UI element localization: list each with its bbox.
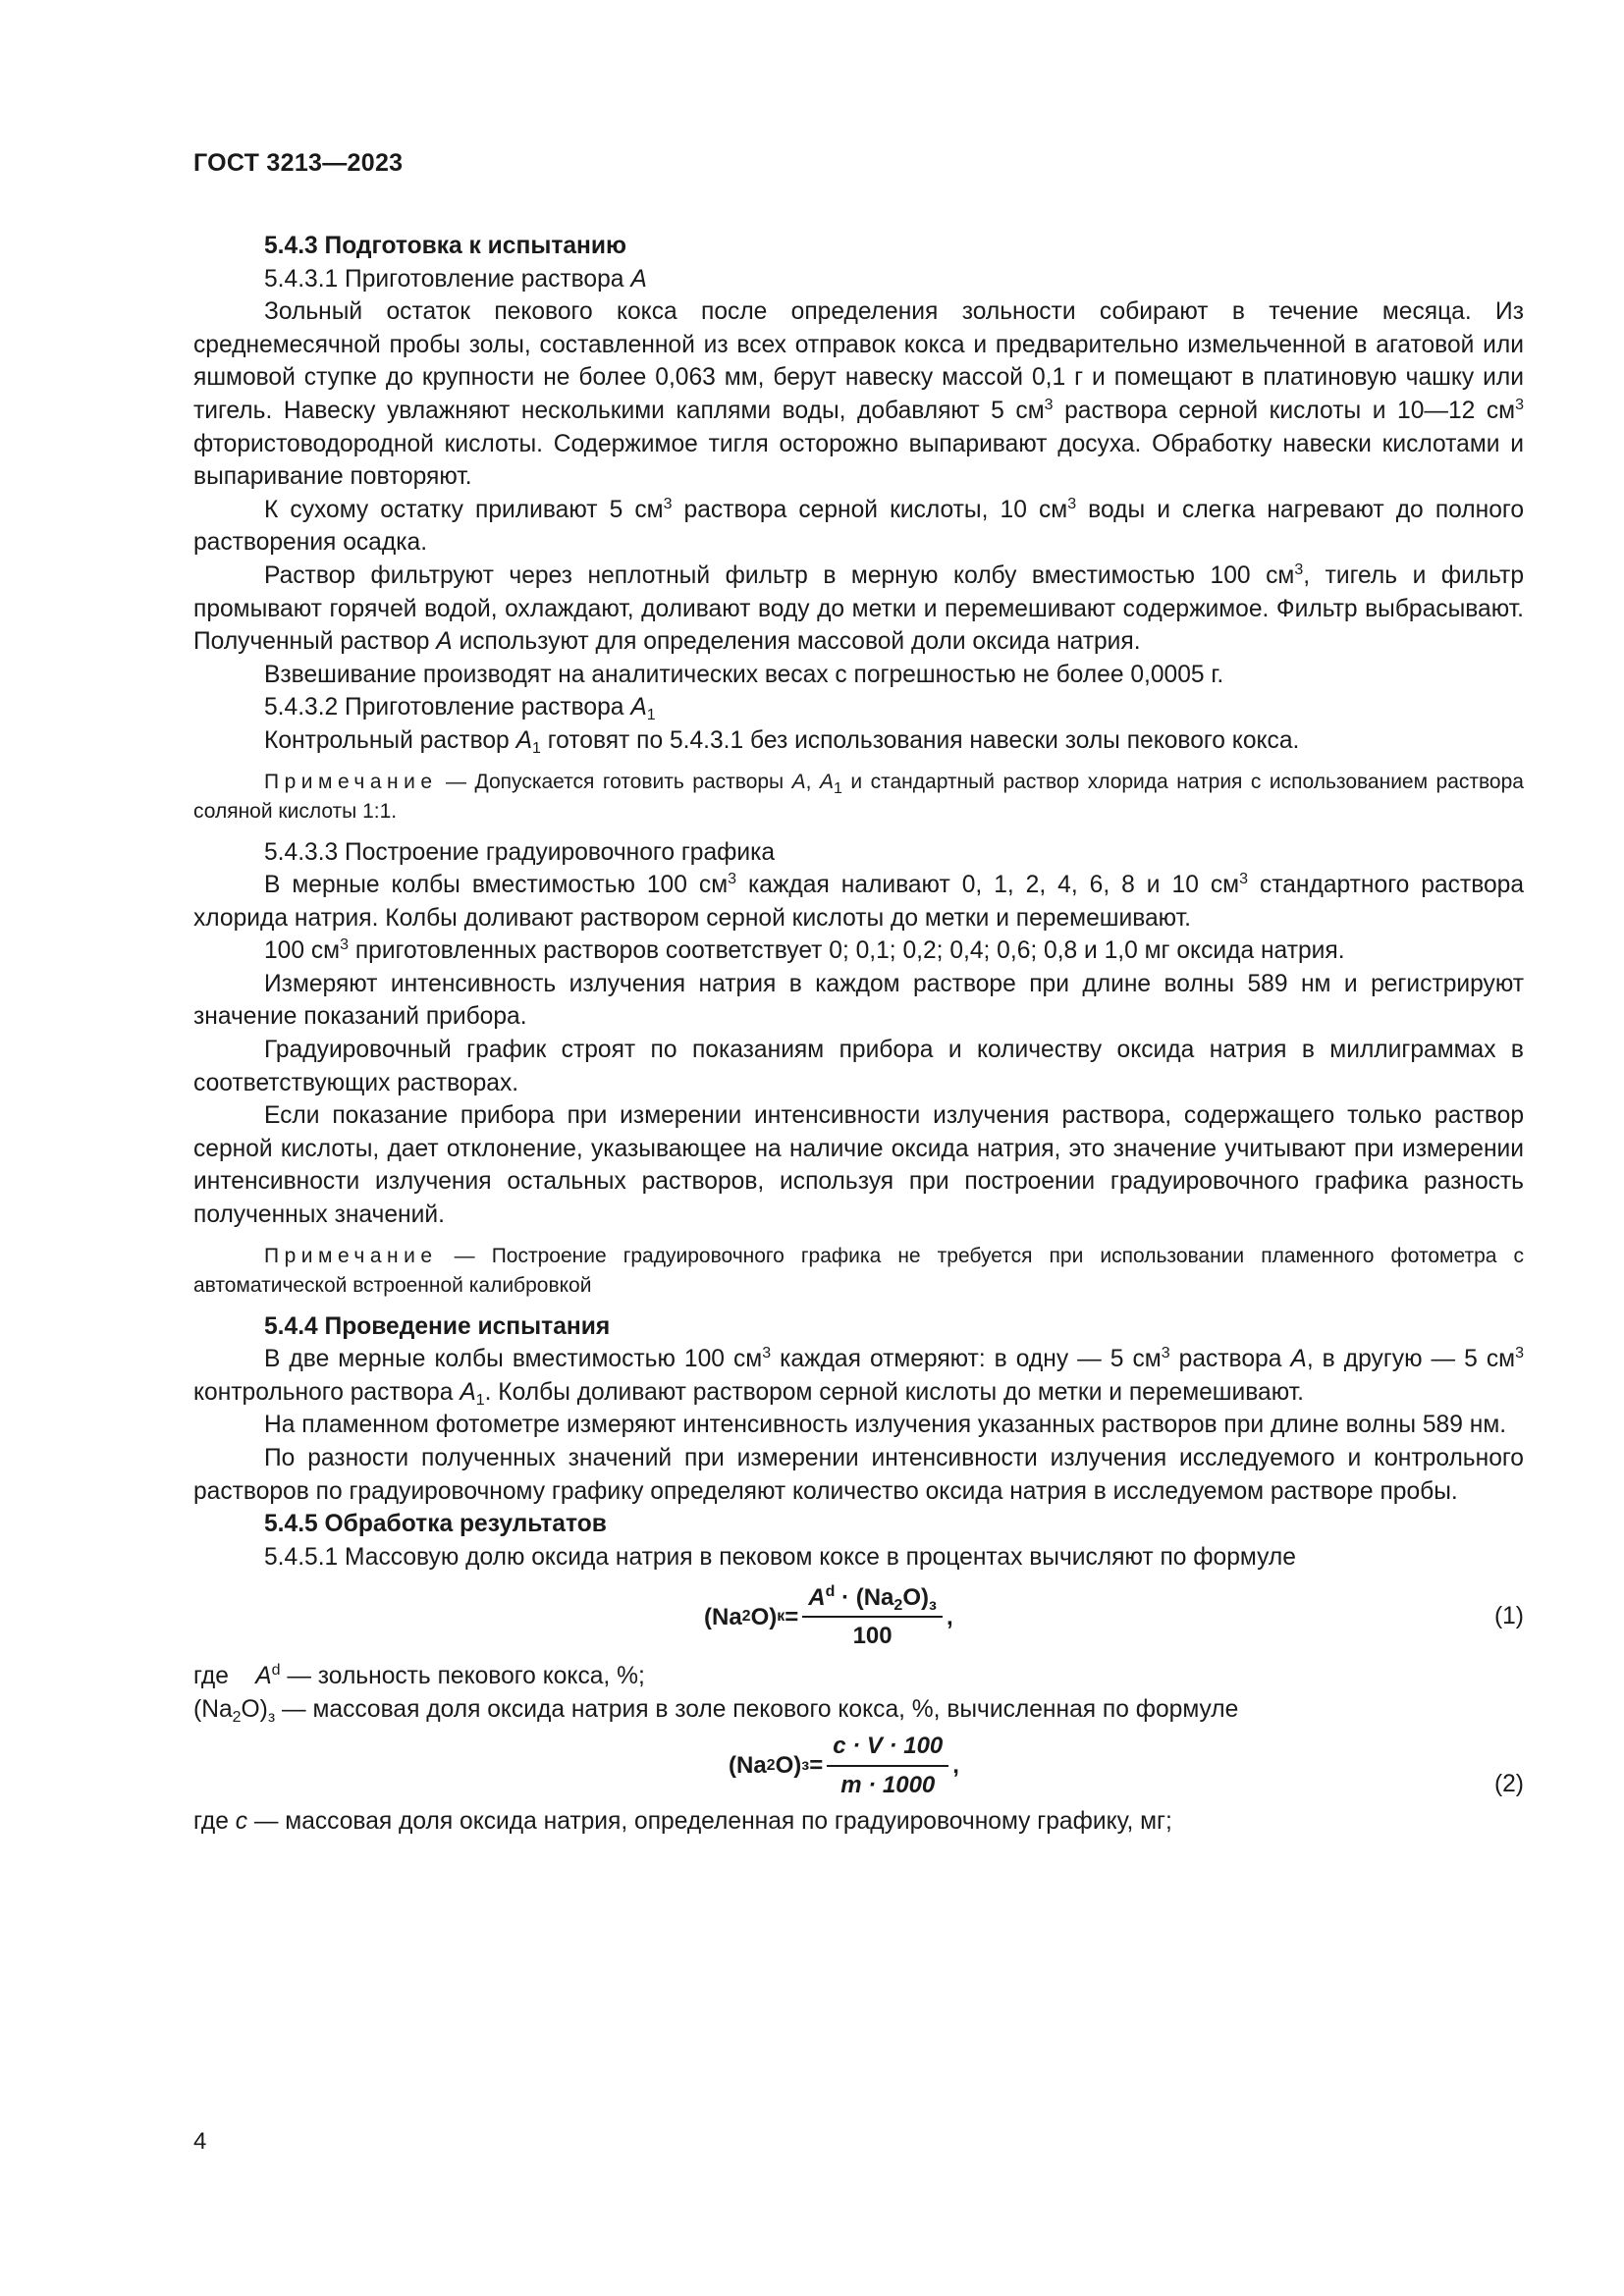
where-line-2: $(Na_2O)_з$ — массовая доля оксида натрия в золе пекового кокса, %, вычисленная по формуле [193, 1695, 1239, 1726]
document-body [193, 230, 1524, 1838]
paragraph: Зольный остаток пекового кокса после определения зольности собирают в течение месяца. Из среднемесячной пробы золы, составленной из всех отправок кокса и предварительно измельченной в агатовой или яшмовой ступке до крупности не более 0,063 мм, берут навеску массой 0,1 г и помещают в платиновую чашку или тигель. Навеску увлажняют несколькими каплями воды, добавляют 5 $см^3$ раствора серной кислоты и 10—12 $см^3$ фтористоводородной кислоты. Содержимое тигля осторожно выпаривают досуха. Обработку навески кислотами и выпаривание повторяют. [193, 298, 1524, 491]
formula-1-number: (1) [1493, 1603, 1524, 1630]
section-5-4-3-title: 5.4.3 Подготовка к испытанию [264, 233, 627, 259]
paragraph: Градуировочный график строят по показаниям прибора и количеству оксида натрия в миллиграммах в соответствующих растворах. [193, 1037, 1524, 1096]
note-label: Примечание [264, 770, 438, 793]
subsection-5-4-3-3-title: 5.4.3.3 Построение градуировочного графика [264, 838, 776, 866]
paragraph: В две мерные колбы вместимостью 100 $см^3$ каждая отмеряют: в одну — 5 $см^3$ раствора A, в другую — 5 $см^3$ контрольного раствора $A_1$. Колбы доливают раствором серной кислоты до метки и перемешивают. [193, 1345, 1524, 1409]
note-label: Примечание [264, 1244, 438, 1267]
section-5-4-4-title: 5.4.4 Проведение испытания [264, 1312, 611, 1340]
paragraph: 5.4.5.1 Массовую долю оксида натрия в пековом коксе в процентах вычисляют по формуле [264, 1543, 1296, 1571]
paragraph: В мерные колбы вместимостью 100 $см^3$ каждая наливают 0, 1, 2, 4, 6, 8 и 10 $см^3$ стандартного раствора хлорида натрия. Колбы доливают раствором серной кислоты до метки и перемешивают. [193, 871, 1525, 932]
formula-2 [193, 1727, 1524, 1805]
paragraph: Взвешивание производят на аналитических весах с погрешностью не более 0,0005 г. [264, 661, 1224, 688]
formula-2-number: (2) [1493, 1770, 1524, 1797]
where-line-3: где c — массовая доля оксида натрия, определенная по градуировочному графику, мг; [193, 1807, 1172, 1835]
paragraph: Если показание прибора при измерении интенсивности излучения раствора, содержащего только раствор серной кислоты, дает отклонение, указывающее на наличие оксида натрия, это значение учитывают при измерении интенсивности излучения остальных растворов, используя при построении градуировочного графика разность полученных значений. [193, 1102, 1524, 1229]
formula-1-fraction: $\frac{A^d \cdot (Na_2O)_з}{100}$ [802, 1581, 943, 1653]
note: Примечание — Допускается готовить растворы A, $A_1$ и стандартный раствор хлорида натрия с использованием раствора соляной кислоты 1:1. [193, 770, 1524, 823]
subsection-5-4-3-1-title: 5.4.3.1 Приготовление раствора A [264, 265, 647, 293]
formula-2-fraction: $\frac{c \cdot V \cdot 100}{m \cdot 1000}$ [827, 1730, 948, 1801]
paragraph: Раствор фильтруют через неплотный фильтр в мерную колбу вместимостью 100 $см^3$, тигель и фильтр промывают горячей водой, охлаждают, доливают воду до метки и перемешивают содержимое. Фильтр выбрасывают. Полученный раствор A используют для определения массовой доли оксида натрия. [193, 561, 1524, 656]
formula-1 [193, 1574, 1524, 1660]
paragraph: На пламенном фотометре измеряют интенсивность излучения указанных растворов при длине волны 589 нм. [264, 1412, 1507, 1439]
subsection-5-4-3-2-title: 5.4.3.2 Приготовление раствора $A_1$ [264, 694, 656, 724]
section-5-4-5-title: 5.4.5 Обработка результатов [264, 1511, 607, 1538]
page-number: 4 [193, 2128, 207, 2155]
paragraph: Измеряют интенсивность излучения натрия в каждом растворе при длине волны 589 нм и регистрируют значение показаний прибора. [193, 970, 1524, 1031]
paragraph: Контрольный раствор $A_1$ готовят по 5.4.3.1 без использования навески золы пекового кокса. [264, 726, 1300, 757]
note: Примечание — Построение градуировочного графика не требуется при использовании пламенного фотометра с автоматической встроенной калибровкой [193, 1244, 1524, 1297]
document-header: ГОСТ 3213—2023 [193, 149, 404, 177]
paragraph: 100 $см^3$ приготовленных растворов соответствует 0; 0,1; 0,2; 0,4; 0,6; 0,8 и 1,0 мг оксида натрия. [264, 936, 1345, 965]
where-line-1: где $A^d$ — зольность пекового кокса, %; [193, 1662, 645, 1690]
paragraph: По разности полученных значений при измерении интенсивности излучения исследуемого и контрольного растворов по градуировочному графику определяют количество оксида натрия в исследуемом растворе пробы. [193, 1445, 1524, 1505]
formula-1-expression: (Na 2 O) к = $\frac{A^d \cdot (Na_2O)_з}{100}$ , [704, 1574, 953, 1660]
formula-2-expression: (Na 2 O) з = $\frac{c \cdot V \cdot 100}{m \cdot 1000}$ , [729, 1727, 959, 1805]
paragraph: К сухому остатку приливают 5 $см^3$ раствора серной кислоты, 10 $см^3$ воды и слегка нагревают до полного растворения осадка. [193, 495, 1524, 557]
